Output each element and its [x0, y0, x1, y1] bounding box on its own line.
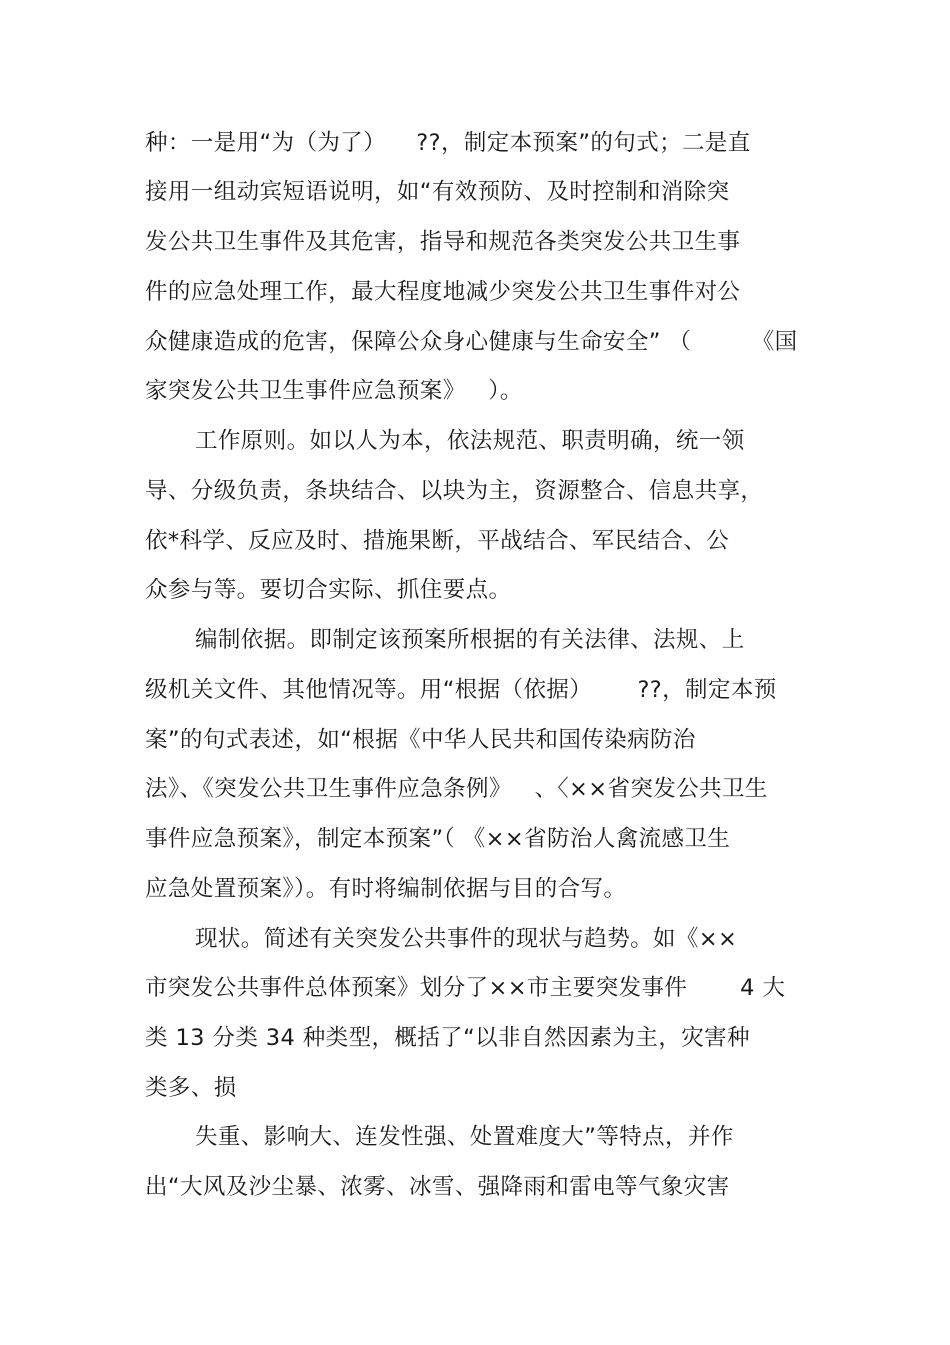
paragraph-line: 众健康造成的危害，保障公众身心健康与生命安全” （ 《国 — [145, 329, 798, 355]
paragraph-line: 类多、损 — [145, 1075, 237, 1101]
paragraph-line: 案”的句式表述，如“根据《中华人民共和国传染病防治 — [145, 727, 696, 753]
paragraph-line: 编制依据。即制定该预案所根据的有关法律、法规、上 — [195, 627, 745, 653]
paragraph-line: 工作原则。如以人为本，依法规范、职责明确，统一领 — [195, 428, 745, 454]
paragraph-line: 件的应急处理工作，最大程度地减少突发公共卫生事件对公 — [145, 279, 741, 305]
paragraph-line: 应急处置预案》）。有时将编制依据与目的合写。 — [145, 876, 627, 902]
paragraph-line: 依*科学、反应及时、措施果断，平战结合、军民结合、公 — [145, 528, 730, 554]
paragraph-line: 出“大风及沙尘暴、浓雾、冰雪、强降雨和雷电等气象灾害 — [145, 1174, 730, 1200]
paragraph-line: 众参与等。要切合实际、抓住要点。 — [145, 577, 512, 603]
paragraph-line: 法》、《突发公共卫生事件应急条例》 、〈××省突发公共卫生 — [145, 776, 768, 802]
paragraph-line: 接用一组动宾短语说明，如“有效预防、及时控制和消除突 — [145, 179, 730, 205]
paragraph-line: 失重、影响大、连发性强、处置难度大”等特点，并作 — [195, 1124, 734, 1150]
paragraph-line: 现状。简述有关突发公共事件的现状与趋势。如《×× — [195, 926, 738, 952]
paragraph-line: 发公共卫生事件及其危害，指导和规范各类突发公共卫生事 — [145, 229, 741, 255]
paragraph-line: 导、分级负责，条块结合、以块为主，资源整合、信息共享， — [145, 478, 764, 504]
paragraph-line: 市突发公共事件总体预案》划分了××市主要突发事件 4 大 — [145, 975, 786, 1001]
paragraph-line: 类 13 分类 34 种类型，概括了“以非自然因素为主，灾害种 — [145, 1025, 750, 1051]
paragraph-line: 级机关文件、其他情况等。用“根据（依据） ??，制定本预 — [145, 677, 777, 703]
paragraph-line: 家突发公共卫生事件应急预案》 ）。 — [145, 378, 523, 404]
paragraph-line: 事件应急预案》，制定本预案”（ 《××省防治人禽流感卫生 — [145, 826, 731, 852]
paragraph-line: 种：一是用“为（为了） ??，制定本预案”的句式；二是直 — [145, 130, 751, 156]
